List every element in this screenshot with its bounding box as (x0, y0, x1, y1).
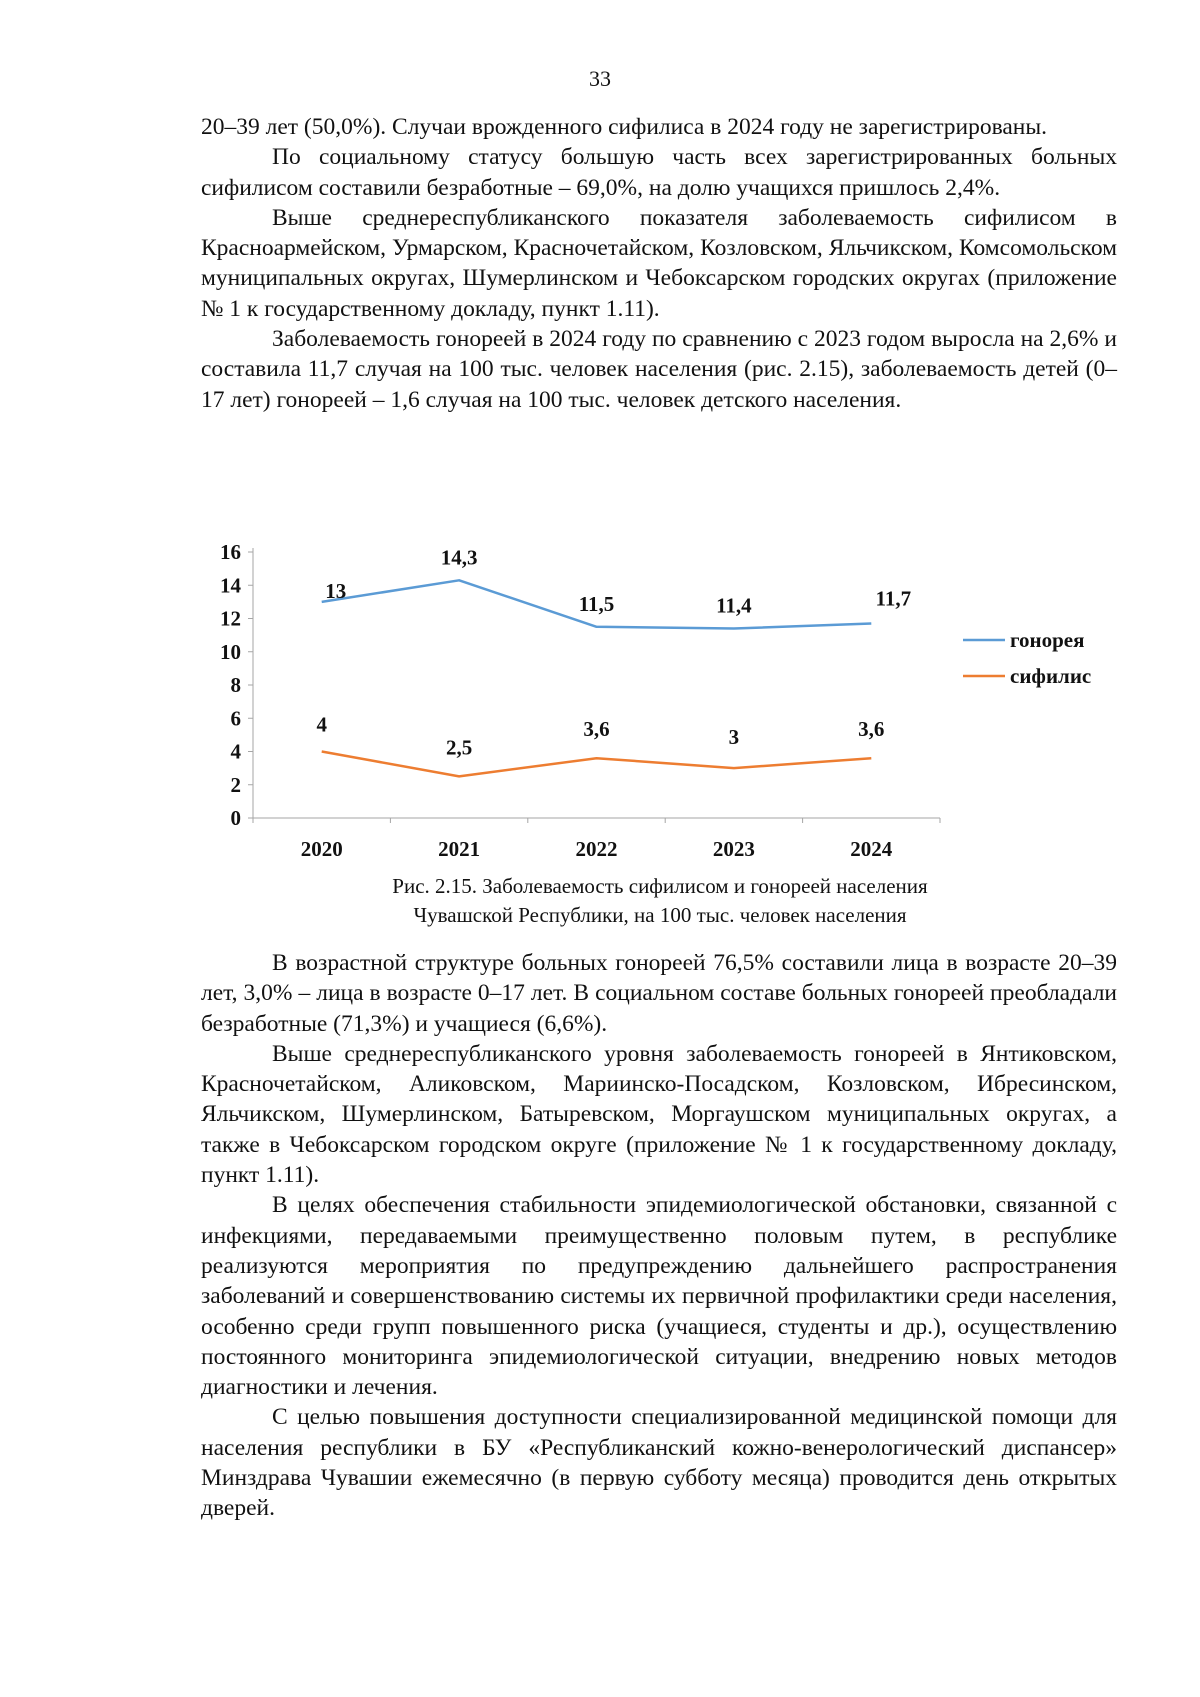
figure-caption (200, 872, 1120, 930)
y-tick-label: 8 (230, 673, 241, 697)
y-tick-label: 12 (220, 606, 241, 631)
y-tick-label: 4 (230, 739, 241, 764)
data-label: 11,5 (578, 591, 615, 616)
data-label: 2,5 (445, 735, 473, 760)
data-label: 14,3 (440, 545, 478, 570)
x-tick-label: 2024 (850, 837, 893, 861)
text-block-top (201, 112, 1117, 415)
paragraph: 20–39 лет (50,0%). Случаи врожденного сифилиса в 2024 году не зарегистрированы. (201, 114, 1048, 140)
paragraph: По социальному статусу большую часть всех зарегистрированных больных сифилисом составили безработные – 69,0%, на долю учащихся пришлось 2,4%. (201, 144, 1117, 201)
data-label: 11,7 (875, 586, 912, 611)
x-tick-label: 2020 (300, 837, 343, 861)
x-tick-label: 2023 (712, 837, 755, 861)
paragraph: Заболеваемость гонореей в 2024 году по сравнению с 2023 годом выросла на 2,6% и составила 11,7 случая на 100 тыс. человек населения (рис. 2.15), заболеваемость детей (0–17 лет) гонореей – 1,6 случая на 100 тыс. человек детского населения. (201, 326, 1117, 413)
legend-label: гонорея (1010, 628, 1085, 652)
paragraph: Выше среднереспубликанского уровня заболеваемость гонореей в Янтиковском, Красночетайском, Аликовском, Мариинско-Посадском, Козловском, Ибресинском, Яльчикском, Шумерлинском, Батыревском, Моргаушском муниципальных округах, а также в Чебоксарском городском округе (приложение № 1 к государственному докладу, пункт 1.11). (201, 1040, 1117, 1189)
y-tick-label: 6 (230, 706, 241, 731)
y-tick-label: 16 (220, 540, 241, 564)
paragraph: С целью повышения доступности специализированной медицинской помощи для населения республики в БУ «Республиканский кожно-венерологический диспансер» Минздрава Чувашии ежемесячно (в первую субботу месяца) проводится день открытых дверей. (201, 1404, 1117, 1522)
caption-line: Чувашской Республики, на 100 тыс. человек населения (413, 903, 907, 927)
text-block-bottom (201, 948, 1117, 1524)
series-line-syphilis (322, 752, 872, 777)
y-tick-label: 0 (230, 806, 241, 830)
page-number: 33 (589, 66, 611, 91)
x-tick-label: 2021 (438, 837, 481, 861)
data-label: 3 (728, 725, 740, 750)
line-chart-svg (180, 530, 1120, 870)
data-label: 4 (316, 712, 327, 737)
y-tick-label: 2 (230, 772, 241, 797)
legend-label: сифилис (1010, 664, 1092, 688)
data-label: 11,4 (716, 593, 752, 618)
data-label: 3,6 (858, 717, 885, 742)
paragraph: В целях обеспечения стабильности эпидемиологической обстановки, связанной с инфекциями, передаваемыми преимущественно половым путем, в республике реализуются мероприятия по предупреждению дальнейшего распространения заболеваний и совершенствованию системы их первичной профилактики среди населения, особенно среди групп повышенного риска (учащиеся, студенты и др.), осуществлению постоянного мониторинга эпидемиологической ситуации, внедрению новых методов диагностики и лечения. (201, 1192, 1117, 1401)
y-tick-label: 14 (220, 573, 241, 598)
paragraph: Выше среднереспубликанского показателя заболеваемость сифилисом в Красноармейском, Урмарском, Красночетайском, Козловском, Яльчикском, Комсомольском муниципальных округах, Шумерлинском и Чебоксарском городских округах (приложение № 1 к государственному докладу, пункт 1.11). (201, 204, 1117, 322)
y-tick-label: 10 (220, 639, 241, 664)
data-label: 3,6 (583, 717, 610, 742)
paragraph: В возрастной структуре больных гонореей 76,5% составили лица в возрасте 20–39 лет, 3,0% – лица в возрасте 0–17 лет. В социальном составе больных гонореей преобладали безработные (71,3%) и учащиеся (6,6%). (201, 950, 1117, 1037)
incidence-chart (180, 530, 1120, 870)
caption-line: Рис. 2.15. Заболеваемость сифилисом и гонореей населения (392, 874, 928, 898)
data-label: 13 (325, 578, 347, 603)
x-tick-label: 2022 (575, 837, 618, 861)
